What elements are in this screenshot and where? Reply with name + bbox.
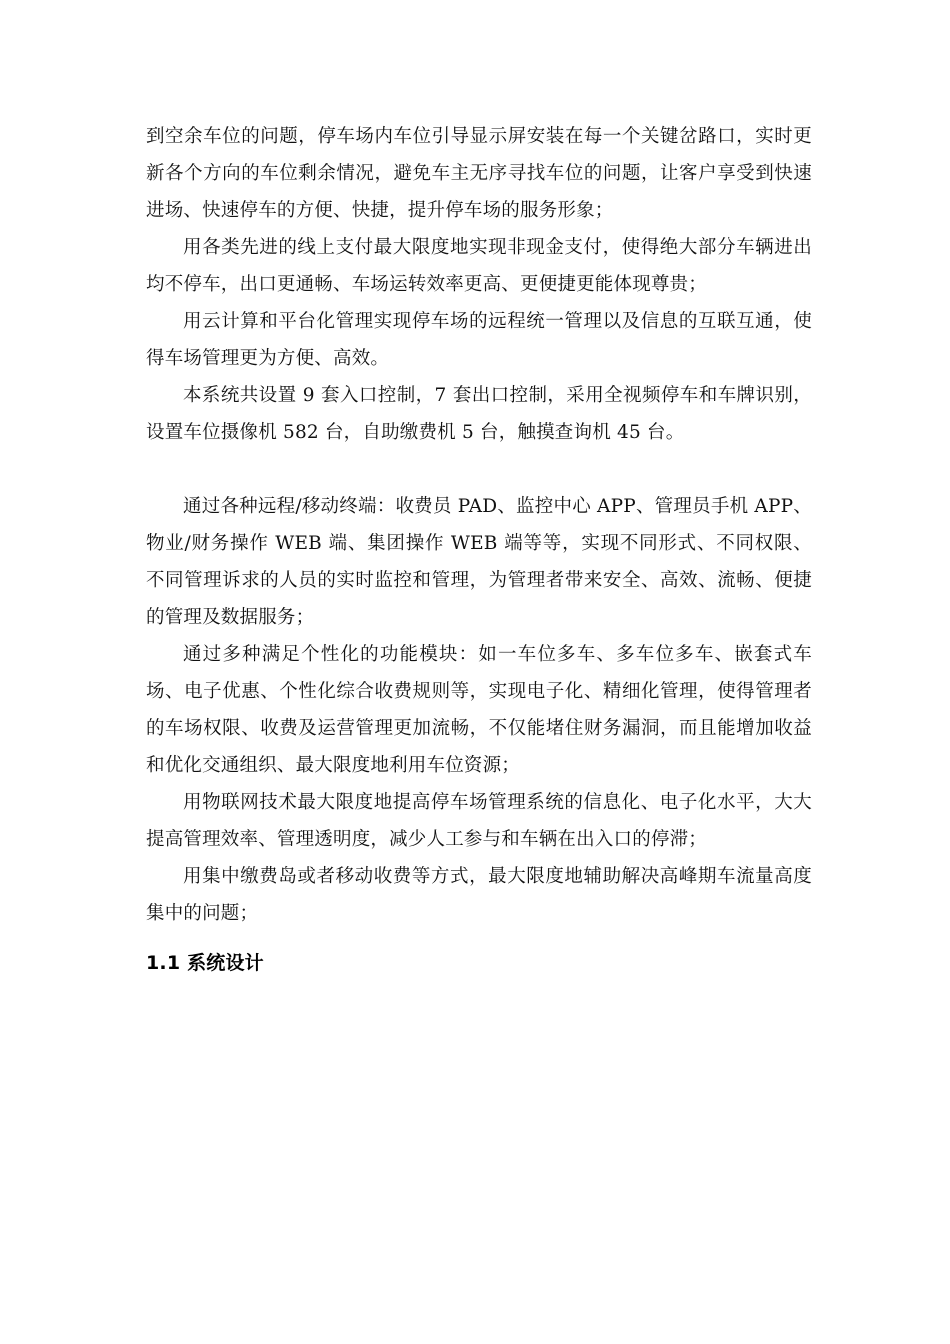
paragraph-function-modules: 通过多种满足个性化的功能模块：如一车位多车、多车位多车、嵌套式车场、电子优惠、个性化综合收费规则等，实现电子化、精细化管理，使得管理者的车场权限、收费及运营管理更加流畅，不仅能堵住财务漏洞，而且能增加收益和优化交通组织、最大限度地利用车位资源； — [146, 644, 812, 776]
paragraph-centralized-payment: 用集中缴费岛或者移动收费等方式，最大限度地辅助解决高峰期车流量高度集中的问题； — [146, 866, 812, 924]
paragraph-gap — [146, 451, 812, 488]
paragraph-system-equipment: 本系统共设置 9 套入口控制，7 套出口控制，采用全视频停车和车牌识别，设置车位摄像机 582 台，自助缴费机 5 台，触摸查询机 45 台。 — [146, 385, 812, 443]
section-heading: 1.1 系统设计 — [146, 952, 264, 974]
paragraph-parking-guidance: 到空余车位的问题，停车场内车位引导显示屏安装在每一个关键岔路口，实时更新各个方向的车位剩余情况，避免车主无序寻找车位的问题，让客户享受到快速进场、快速停车的方便、快捷，提升停车场的服务形象； — [146, 126, 812, 221]
paragraph-remote-terminals: 通过各种远程/移动终端：收费员 PAD、监控中心 APP、管理员手机 APP、物业/财务操作 WEB 端、集团操作 WEB 端等等，实现不同形式、不同权限、不同管理诉求的人员的实时监控和管理，为管理者带来安全、高效、流畅、便捷的管理及数据服务； — [146, 496, 812, 628]
document-body — [146, 118, 812, 976]
paragraph-iot-technology: 用物联网技术最大限度地提高停车场管理系统的信息化、电子化水平，大大提高管理效率、管理透明度，减少人工参与和车辆在出入口的停滞； — [146, 792, 812, 850]
paragraph-online-payment: 用各类先进的线上支付最大限度地实现非现金支付，使得绝大部分车辆进出均不停车，出口更通畅、车场运转效率更高、更便捷更能体现尊贵； — [146, 237, 812, 295]
paragraph-cloud-management: 用云计算和平台化管理实现停车场的远程统一管理以及信息的互联互通，使得车场管理更为方便、高效。 — [146, 311, 812, 369]
